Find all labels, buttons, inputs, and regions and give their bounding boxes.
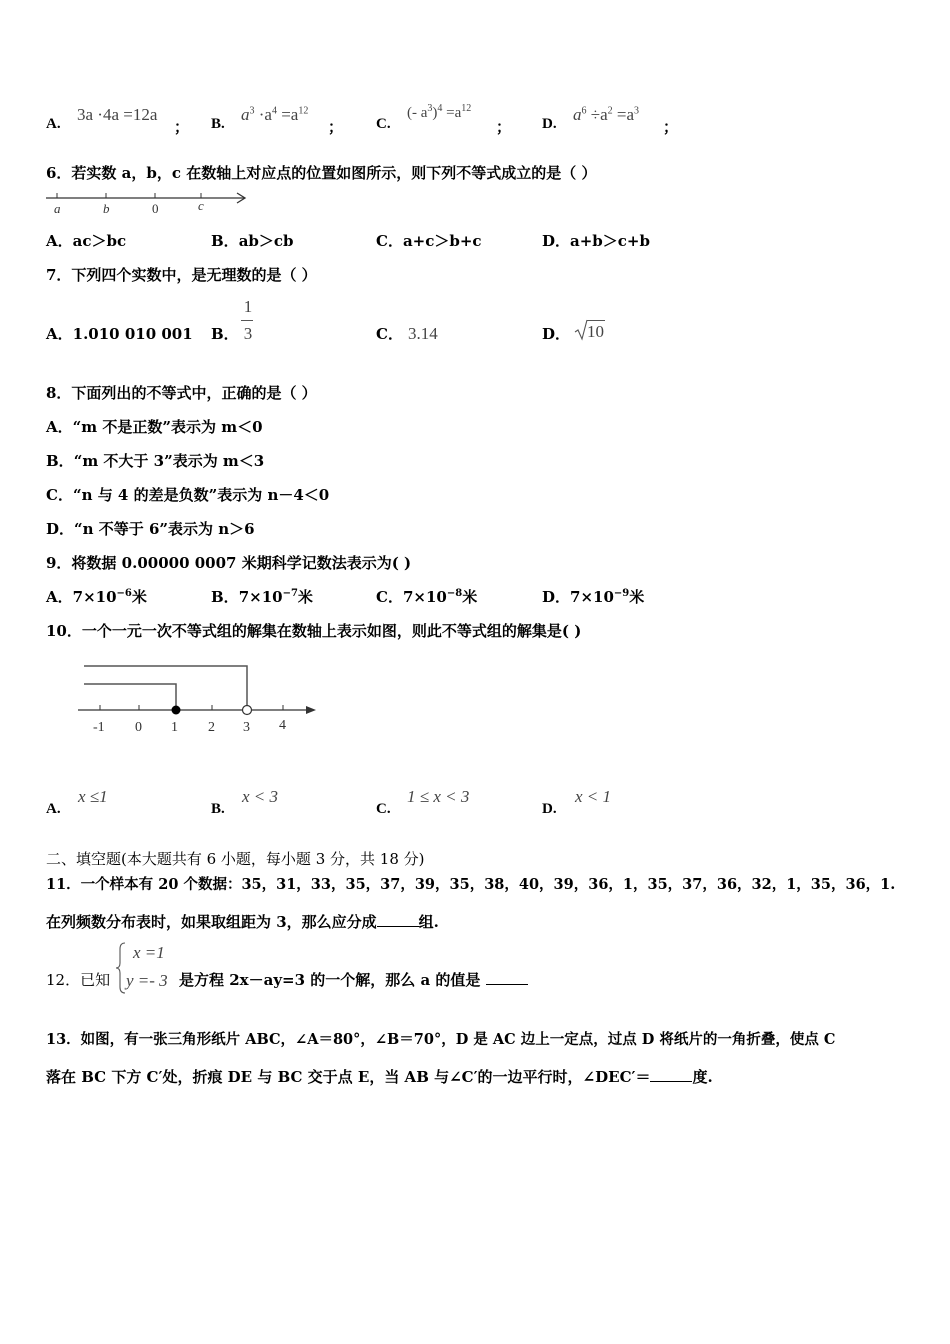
q10-option-a-formula: x ≤1	[78, 787, 108, 806]
q9-option-a: A．$7\times 10^{-6}$米	[46, 588, 147, 606]
q11-line-1: 11．一个样本有 20 个数据：35，31，33，35，37，39，35，38，40，39，36，1，35，37，36，32，1，35，36，1.	[46, 876, 896, 893]
q7-sqrt-radicand: 10	[587, 322, 604, 341]
q8-stem: 8．下面列出的不等式中，正确的是（ ）	[46, 384, 317, 402]
q12-suffix: 是方程 2x－ay=3 的一个解，那么 a 的值是	[179, 969, 528, 990]
q5-semicolon-d: ；	[663, 118, 679, 136]
q5-semicolon-b: ；	[328, 118, 344, 136]
q6-option-b: B．ab＞cb	[211, 232, 294, 250]
q7-option-c-label: C．	[376, 325, 403, 343]
q10-option-d-label: D.	[542, 801, 557, 817]
q10-bracket-less-than-3	[84, 666, 247, 710]
q10-hollow-dot-3	[243, 706, 252, 715]
q8-option-c: C．“n 与 4 的差是负数”表示为 n－4＜0	[46, 486, 330, 504]
q10-axis-label-minus-1: -1	[93, 720, 105, 735]
q10-stem: 10．一个一元一次不等式组的解集在数轴上表示如图，则此不等式组的解集是( )	[46, 622, 582, 640]
q5-option-c-formula: (- $a^3)^4 =a^{12}$	[407, 103, 472, 121]
q5-option-a-label: A.	[46, 116, 61, 132]
q6-axis-label-a: a	[54, 201, 61, 216]
q10-bracket-leq-1	[84, 684, 176, 710]
q13-line-1: 13．如图，有一张三角形纸片 ABC，∠A＝80°，∠B＝70°，D 是 AC 边上一定点，过点 D 将纸片的一角折叠，使点 C	[46, 1031, 836, 1048]
q5-option-d-formula: $a^6 \div a^2 =a^3$	[573, 105, 640, 124]
q13-answer-blank[interactable]	[650, 1067, 692, 1082]
q7-sqrt-icon	[574, 318, 588, 342]
q7-fraction-denominator: 3	[243, 324, 253, 343]
q12-prefix: 12．已知	[46, 971, 111, 989]
q5-option-d-label: D.	[542, 116, 557, 132]
q6-option-a: A．ac＞bc	[46, 232, 127, 250]
q10-solid-dot-1	[172, 706, 181, 715]
q7-fraction-bar	[241, 320, 253, 321]
q10-axis-label-2: 2	[208, 720, 215, 735]
q12-answer-blank[interactable]	[486, 970, 528, 985]
q6-option-d: D．a+b＞c+b	[542, 232, 650, 250]
q8-option-b: B．“m 不大于 3”表示为 m＜3	[46, 452, 265, 470]
q7-fraction-numerator: 1	[243, 297, 253, 316]
q10-axis-label-3: 3	[243, 720, 250, 735]
q10-option-a-label: A.	[46, 801, 61, 817]
q6-axis-label-b: b	[103, 201, 110, 216]
q12-equation-y: y =- 3	[126, 971, 168, 990]
q6-axis-label-0: 0	[152, 201, 159, 216]
q7-option-b-label: B．	[211, 325, 239, 343]
q9-option-b: B．$7\times 10^{-7}$米	[211, 588, 313, 606]
q6-number-line	[44, 188, 254, 218]
q5-option-b-formula: $a^3 \cdot a^4 =a^{12}$	[241, 105, 309, 124]
q9-option-d: D．$7\times 10^{-9}$米	[542, 588, 645, 606]
q7-sqrt-vinculum	[587, 320, 605, 321]
q6-axis-label-c: c	[198, 198, 204, 213]
q7-option-a: A．1.010 010 001	[46, 325, 193, 343]
q8-option-d: D．“n 不等于 6”表示为 n＞6	[46, 520, 255, 538]
q11-answer-blank[interactable]	[377, 912, 419, 927]
q10-number-line	[74, 660, 324, 740]
q6-stem: 6．若实数 a，b，c 在数轴上对应点的位置如图所示，则下列不等式成立的是（ ）	[46, 164, 597, 182]
q11-line-2: 在列频数分布表时，如果取组距为 3，那么应分成 组.	[46, 913, 439, 931]
q5-option-b-label: B.	[211, 116, 225, 132]
q7-option-d-label: D．	[542, 325, 571, 343]
q8-option-a: A．“m 不是正数”表示为 m＜0	[46, 418, 263, 436]
q10-option-c-formula: 1 ≤ x < 3	[407, 787, 470, 806]
q9-option-c: C．$7\times 10^{-8}$米	[376, 588, 478, 606]
q5-semicolon-c: ；	[496, 118, 512, 136]
q9-stem: 9．将数据 0.00000 0007 米期科学记数法表示为( )	[46, 554, 412, 572]
q10-axis-label-0: 0	[135, 720, 142, 735]
q13-line-2: 落在 BC 下方 C′处，折痕 DE 与 BC 交于点 E，当 AB 与∠C′的一边平行时，∠DEC′＝ 度.	[46, 1068, 713, 1086]
q5-option-a-formula: 3a ·4a =12a	[77, 105, 158, 124]
q5-option-c-label: C.	[376, 116, 391, 132]
q5-semicolon-a: ；	[174, 118, 190, 136]
q10-axis-label-1: 1	[171, 720, 178, 735]
q10-option-b-formula: x < 3	[242, 787, 279, 806]
q12-equation-x: x =1	[133, 943, 165, 962]
q10-option-c-label: C.	[376, 801, 391, 817]
q7-stem: 7．下列四个实数中，是无理数的是（ ）	[46, 266, 317, 284]
q10-option-d-formula: x < 1	[575, 787, 612, 806]
q10-axis-label-4: 4	[279, 718, 286, 733]
q6-option-c: C．a+c＞b+c	[376, 232, 482, 250]
q7-option-c-value: 3.14	[408, 324, 438, 343]
q10-axis-arrow	[306, 706, 316, 714]
q10-option-b-label: B.	[211, 801, 225, 817]
section-2-title: 二、填空题(本大题共有 6 小题，每小题 3 分，共 18 分)	[46, 850, 425, 868]
